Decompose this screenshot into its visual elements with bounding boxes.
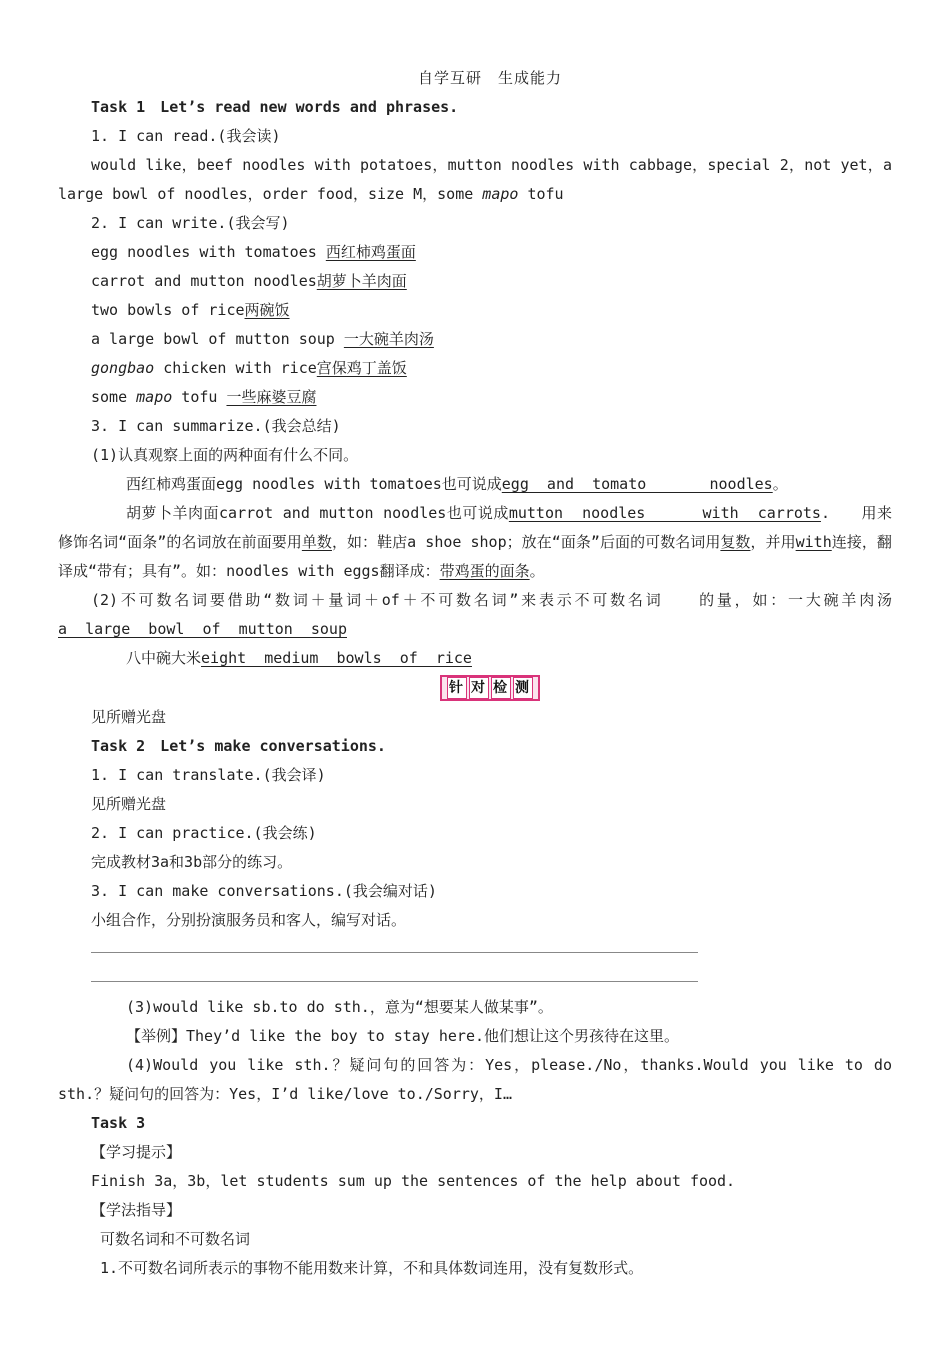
summary-text: 。 [772,475,788,493]
summary-text: . 用来修饰名词“面条”的名词放在前面要用 [58,504,893,551]
summary-point-1: (1)认真观察上面的两种面有什么不同。 [91,446,359,464]
summary-text: ，如：鞋店a shoe shop；放在“面条”后面的可数名词用 [331,533,721,551]
summary-text: 八中碗大米 [126,649,202,667]
summary-text: 胡萝卜羊肉面carrot and mutton noodles也可说成 [126,504,509,522]
read-phrases-text: would like，beef noodles with potatoes，mutton noodles with cabbage，special 2，not yet，a large bowl of noodles，order food，size M，some [58,156,892,203]
badge-char: 对 [469,677,489,699]
write-item-en: two bowls of rice [91,301,245,319]
guide-rule-1: 1.不可数名词所表示的事物不能用数来计算，不和具体数词连用，没有复数形式。 [100,1259,644,1277]
study-guide-label: 【学法指导】 [91,1201,182,1219]
answer-line[interactable] [0,935,950,964]
write-item-answer: 一大碗羊肉汤 [343,330,434,348]
write-item-answer: 宫保鸡丁盖饭 [316,359,407,377]
read-phrases-tail: tofu [518,185,564,203]
task2-practice-text: 完成教材3a和3b部分的练习。 [91,853,293,871]
badge-char: 针 [447,677,467,699]
summary-answer: mutton noodles with carrots [508,504,821,522]
summary-answer: egg and tomato noodles [501,475,773,493]
task1-write-heading: 2. I can write.(我会写) [91,214,290,232]
write-item-answer: 西红柿鸡蛋面 [325,243,416,261]
summary-text: 连接，翻译成“带有；具有”。如：noodles with eggs翻译成： [58,533,892,580]
summary-answer: 复数 [720,533,751,551]
note-would-like-sb: (3)would like sb.to do sth.，意为“想要某人做某事”。 [126,998,553,1016]
answer-line[interactable] [0,964,950,993]
task2-heading: Task 2 Let’s make conversations. [91,737,386,755]
page-title: 自学互研 生成能力 [417,69,562,87]
task2-practice-heading: 2. I can practice.(我会练) [91,824,317,842]
worksheet-page [0,64,950,1283]
write-item-en: carrot and mutton noodles [91,272,317,290]
write-item [0,296,950,325]
study-tip-text: Finish 3a，3b，let students sum up the sentences of the help about food. [91,1172,736,1190]
summary-text: 。 [529,562,545,580]
task1-read-heading: 1. I can read.(我会读) [91,127,281,145]
study-tip-label: 【学习提示】 [91,1143,182,1161]
write-item-en: some [91,388,137,406]
targeted-test-badge-row [0,673,950,703]
write-item [0,325,950,354]
badge-char: 检 [491,677,511,699]
note-example: 【举例】They’d like the boy to stay here.他们想让这个男孩待在这里。 [126,1027,680,1045]
task2-conversation-text: 小组合作，分别扮演服务员和客人，编写对话。 [91,911,407,929]
summary-text: 西红柿鸡蛋面egg noodles with tomatoes也可说成 [126,475,502,493]
badge-char: 测 [513,677,533,699]
see-cd-note: 见所赠光盘 [91,708,167,726]
task2-translate-text: 见所赠光盘 [91,795,167,813]
task1-heading: Task 1 Let’s read new words and phrases. [91,98,459,116]
write-item-en: egg noodles with tomatoes [91,243,326,261]
write-item [0,383,950,412]
summary-mutton-noodles [0,499,950,586]
summary-answer: with [795,533,832,551]
write-item-answer: 胡萝卜羊肉面 [316,272,407,290]
mapo-italic: mapo [482,185,519,203]
guide-subheading: 可数名词和不可数名词 [100,1230,251,1248]
summary-rice-example [0,644,950,673]
task2-translate-heading: 1. I can translate.(我会译) [91,766,326,784]
write-item-en: tofu [172,388,227,406]
task3-heading: Task 3 [91,1114,146,1132]
summary-text: ，并用 [750,533,796,551]
summary-answer: 单数 [301,533,332,551]
write-item-answer: 两碗饭 [244,301,290,319]
note-would-you-like: (4)Would you like sth.？疑问句的回答为：Yes，please./No，thanks.Would you like to do sth.？疑问句的回答为：Yes，I’d like/love to./Sorry，I… [58,1056,892,1103]
write-item-answer: 一些麻婆豆腐 [226,388,317,406]
write-item [0,267,950,296]
summary-egg-noodles [0,470,950,499]
read-phrases-paragraph [0,151,950,209]
task2-conversation-heading: 3. I can make conversations.(我会编对话) [91,882,437,900]
write-item-en: chicken with rice [154,359,317,377]
summary-text: (2)不可数名词要借助“数词＋量词＋of＋不可数名词”来表示不可数名词 的量，如：一大碗羊肉汤 [91,591,892,609]
summary-uncountable [0,586,950,644]
task1-summarize-heading: 3. I can summarize.(我会总结) [91,417,341,435]
write-item [0,354,950,383]
summary-answer: 带鸡蛋的面条 [439,562,530,580]
targeted-test-badge [440,675,540,701]
write-item-italic: mapo [136,388,173,406]
write-item-italic: gongbao [91,359,155,377]
summary-answer: a large bowl of mutton soup [58,620,347,638]
write-item [0,238,950,267]
write-item-en: a large bowl of mutton soup [91,330,344,348]
summary-answer: eight medium bowls of rice [201,649,472,667]
